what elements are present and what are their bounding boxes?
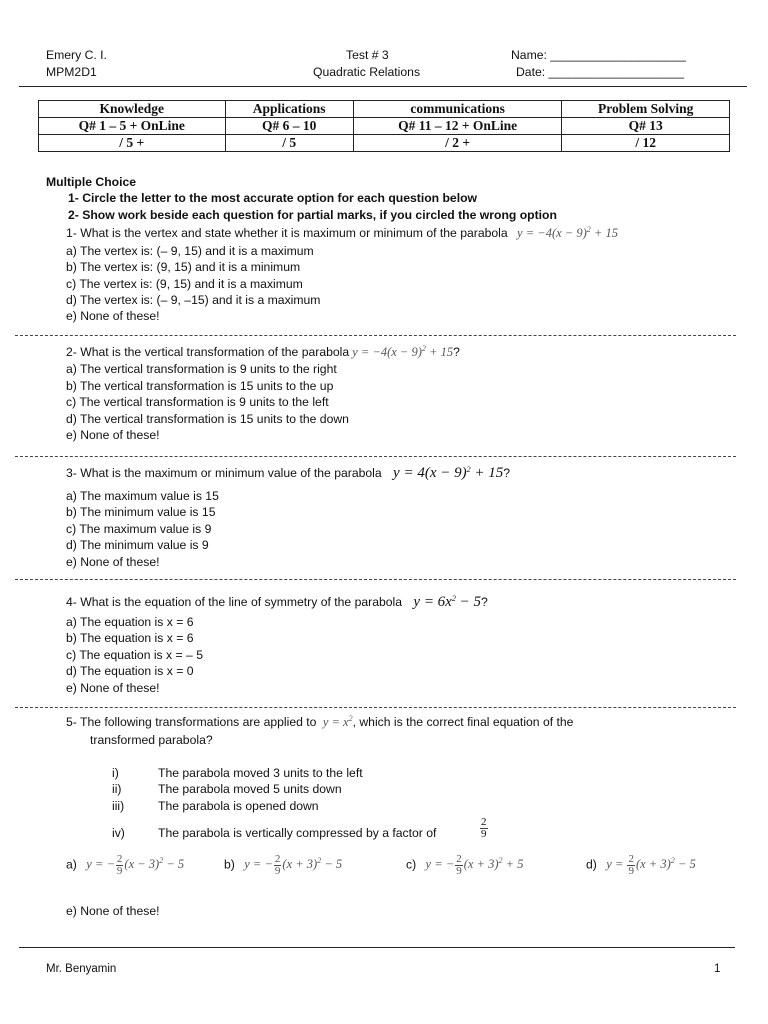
question-3-text: 3- What is the maximum or minimum value of the parabola <box>66 466 382 480</box>
question-2-prompt: 2- What is the vertical transformation of the parabola $y = -4(x - 9)^2 + 15$? <box>66 344 460 359</box>
step-text: The parabola moved 5 units down <box>158 782 342 796</box>
choice-label: a) <box>66 857 77 872</box>
question-3-equation: $y = 4(x - 9)^2 + 15$ <box>393 465 504 481</box>
step-text: The parabola moved 3 units to the left <box>158 766 363 780</box>
question-2-option: c) The vertical transformation is 9 units to the left <box>66 395 329 409</box>
question-4-option: d) The equation is x = 0 <box>66 664 194 678</box>
test-number: Test # 3 <box>346 48 389 62</box>
question-4-text: 4- What is the equation of the line of symmetry of the parabola <box>66 595 403 609</box>
instruction-1: 1- Circle the letter to the most accurate option for each question below <box>68 191 478 205</box>
table-cell: / 5 <box>225 135 353 152</box>
date-field: Date: ____________________ <box>516 65 685 79</box>
table-cell: Q# 13 <box>562 118 730 135</box>
question-5-base-equation: $y = x^2$ <box>322 714 353 729</box>
table-row <box>39 101 730 118</box>
question-3-option: c) The maximum value is 9 <box>66 522 212 536</box>
question-3-option: b) The minimum value is 15 <box>66 505 216 519</box>
compression-factor: $\frac{2}{9}$ <box>481 816 487 840</box>
question-5-choice <box>66 854 184 877</box>
choice-label: c) <box>406 857 417 872</box>
step-number: iii) <box>112 799 125 813</box>
question-5-choice <box>224 854 342 877</box>
question-3-option: a) The maximum value is 15 <box>66 489 219 503</box>
choice-label: d) <box>586 857 597 872</box>
question-1-option: a) The vertex is: (– 9, 15) and it is a maximum <box>66 244 314 258</box>
test-topic: Quadratic Relations <box>313 65 421 79</box>
question-3-prompt: 3- What is the maximum or minimum value of the parabola $y = 4(x - 9)^2 + 15$? <box>66 465 511 481</box>
footer-teacher: Mr. Benyamin <box>46 963 117 975</box>
question-divider <box>15 707 736 708</box>
question-2-option: b) The vertical transformation is 15 units to the up <box>66 379 334 393</box>
question-5-choice <box>586 854 696 877</box>
question-4-option: a) The equation is x = 6 <box>66 615 194 629</box>
table-header-cell: Knowledge <box>39 101 226 118</box>
step-text: The parabola is opened down <box>158 799 319 813</box>
table-header-cell: communications <box>353 101 562 118</box>
score-table <box>38 100 730 152</box>
question-divider <box>15 335 736 336</box>
table-cell: Q# 1 – 5 + OnLine <box>39 118 226 135</box>
question-3-option: d) The minimum value is 9 <box>66 538 209 552</box>
course-code: MPM2D1 <box>46 65 97 79</box>
instruction-2: 2- Show work beside each question for partial marks, if you circled the wrong option <box>68 208 557 222</box>
question-2-option: e) None of these! <box>66 428 160 442</box>
question-2-option: a) The vertical transformation is 9 units to the right <box>66 362 337 376</box>
question-1-prompt <box>66 226 618 241</box>
choice-equation: y = − $\frac{2}{9}$ $(x + 3)^2 - 5$ <box>244 853 343 877</box>
question-divider <box>15 456 736 457</box>
choice-equation: y = − $\frac{2}{9}$ $(x - 3)^2 - 5$ <box>86 853 185 877</box>
choice-label: b) <box>224 857 235 872</box>
question-1-option: c) The vertex is: (9, 15) and it is a maximum <box>66 277 303 291</box>
question-5-text-cont: , which is the correct final equation of the <box>352 715 574 729</box>
footer-rule <box>19 947 735 948</box>
question-4-option: b) The equation is x = 6 <box>66 631 194 645</box>
table-row <box>39 118 730 135</box>
section-title: Multiple Choice <box>46 175 137 189</box>
table-header-cell: Problem Solving <box>562 101 730 118</box>
table-cell: / 2 + <box>353 135 562 152</box>
question-1-option: d) The vertex is: (– 9, –15) and it is a maximum <box>66 293 321 307</box>
table-header-cell: Applications <box>225 101 353 118</box>
table-cell: / 5 + <box>39 135 226 152</box>
question-3-option: e) None of these! <box>66 555 160 569</box>
step-number: iv) <box>112 826 125 840</box>
choice-equation: y = − $\frac{2}{9}$ $(x + 3)^2 + 5$ <box>425 853 524 877</box>
table-cell: Q# 11 – 12 + OnLine <box>353 118 562 135</box>
page-number: 1 <box>714 963 721 975</box>
question-4-equation: $y = 6x^2 - 5$ <box>413 594 481 610</box>
teacher-name: Emery C. I. <box>46 48 107 62</box>
question-5-option-none: e) None of these! <box>66 904 160 918</box>
question-1-text: 1- What is the vertex and state whether it is maximum or minimum of the parabola <box>66 226 508 240</box>
question-5-choice <box>406 854 523 877</box>
choice-equation: y = $\frac{2}{9}$ $(x + 3)^2 - 5$ <box>606 853 696 877</box>
header-rule <box>19 86 747 87</box>
question-4-option: e) None of these! <box>66 681 160 695</box>
question-2-equation: $y = -4(x - 9)^2 + 15$ <box>352 344 454 359</box>
question-divider <box>15 579 736 580</box>
question-5-prompt <box>66 715 573 730</box>
step-number: i) <box>112 766 119 780</box>
question-5-prompt-line2: transformed parabola? <box>90 733 213 747</box>
table-cell: / 12 <box>562 135 730 152</box>
question-4-option: c) The equation is x = – 5 <box>66 648 203 662</box>
table-cell: Q# 6 – 10 <box>225 118 353 135</box>
question-1-option: e) None of these! <box>66 309 160 323</box>
step-number: ii) <box>112 782 122 796</box>
table-row <box>39 135 730 152</box>
step-text: The parabola is vertically compressed by a factor of <box>158 826 437 840</box>
question-2-option: d) The vertical transformation is 15 units to the down <box>66 412 349 426</box>
question-2-text: 2- What is the vertical transformation of the parabola <box>66 345 350 359</box>
question-1-equation: $y = -4(x - 9)^2 + 15$ <box>517 225 618 240</box>
question-4-prompt: 4- What is the equation of the line of symmetry of the parabola $y = 6x^2 - 5$? <box>66 594 488 610</box>
question-5-text: 5- The following transformations are applied to <box>66 715 317 729</box>
question-1-option: b) The vertex is: (9, 15) and it is a minimum <box>66 260 301 274</box>
name-field: Name: ____________________ <box>511 48 686 62</box>
